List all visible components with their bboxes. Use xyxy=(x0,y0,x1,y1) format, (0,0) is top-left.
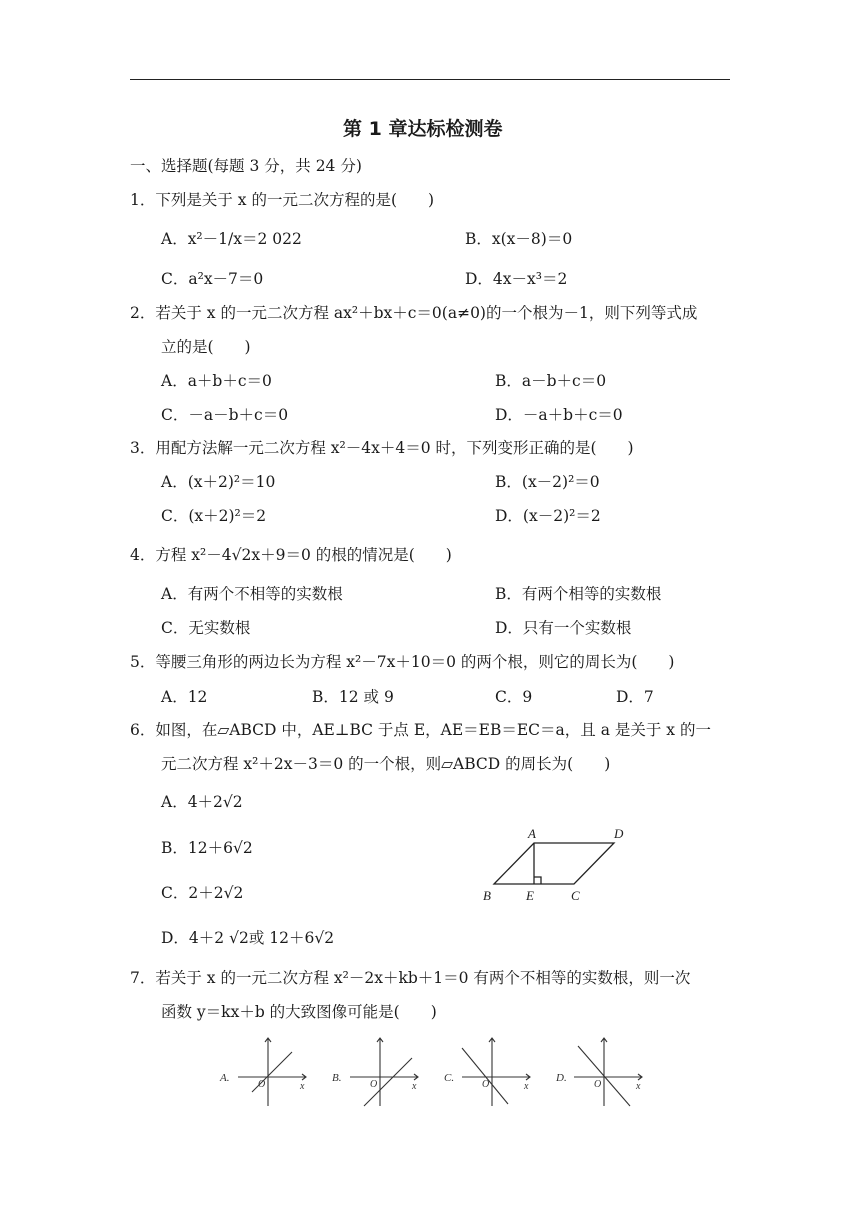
q3-option-a: A．(x＋2)²＝10 xyxy=(161,473,276,491)
graph-b-x-label: x xyxy=(412,1081,417,1092)
graph-c-x-label: x xyxy=(524,1081,529,1092)
q4-option-a: A．有两个不相等的实数根 xyxy=(161,585,343,603)
header-rule xyxy=(130,79,730,80)
q6-option-c: C．2＋2√2 xyxy=(161,884,244,902)
section-heading: 一、选择题(每题 3 分，共 24 分) xyxy=(130,157,362,175)
q6-option-a: A．4＋2√2 xyxy=(161,793,243,811)
vertex-label-c: C xyxy=(571,888,580,903)
vertex-label-d: D xyxy=(614,826,624,841)
vertex-label-b: B xyxy=(483,888,491,903)
graph-option-b xyxy=(330,1034,424,1112)
graph-option-d xyxy=(554,1034,648,1112)
q2-stem-line1: 2．若关于 x 的一元二次方程 ax²＋bx＋c＝0(a≠0)的一个根为－1，则下列等式成 xyxy=(130,304,698,322)
graph-c-origin: O xyxy=(482,1079,490,1090)
q2-option-b: B．a－b＋c＝0 xyxy=(495,372,607,390)
q6-option-d: D．4＋2 √2或 12＋6√2 xyxy=(161,929,335,947)
graph-d-x-label: x xyxy=(636,1081,641,1092)
graph-b-origin: O xyxy=(370,1079,378,1090)
q4-option-b: B．有两个相等的实数根 xyxy=(495,585,662,603)
vertex-label-e: E xyxy=(526,888,534,903)
graph-c-line xyxy=(462,1048,508,1104)
graph-a-x-label: x xyxy=(300,1081,305,1092)
q1-option-a: A．x²－1/x＝2 022 xyxy=(161,230,302,248)
parallelogram-figure xyxy=(478,822,638,906)
q4-option-d: D．只有一个实数根 xyxy=(495,619,632,637)
q5-option-d: D．7 xyxy=(616,688,654,706)
graph-a-origin: O xyxy=(258,1079,266,1090)
q3-option-b: B．(x－2)²＝0 xyxy=(495,473,600,491)
q2-option-c: C．－a－b＋c＝0 xyxy=(161,406,289,424)
q1-option-d: D．4x－x³＝2 xyxy=(465,270,568,288)
graph-d-origin: O xyxy=(594,1079,602,1090)
q6-stem-line1: 6．如图，在▱ABCD 中，AE⊥BC 于点 E，AE＝EB＝EC＝a，且 a 是关于 x 的一 xyxy=(130,721,711,739)
graph-option-c xyxy=(442,1034,536,1112)
graph-d-label: D. xyxy=(556,1072,567,1084)
q7-stem-line2: 函数 y＝kx＋b 的大致图像可能是( ) xyxy=(161,1003,437,1021)
q6-stem-line2: 元二次方程 x²＋2x－3＝0 的一个根，则▱ABCD 的周长为( ) xyxy=(161,755,611,773)
q6-option-b: B．12＋6√2 xyxy=(161,839,253,857)
q4-option-c: C．无实数根 xyxy=(161,619,251,637)
q5-option-c: C．9 xyxy=(495,688,533,706)
page-title: 第 1 章达标检测卷 xyxy=(343,118,503,140)
q3-option-d: D．(x－2)²＝2 xyxy=(495,507,601,525)
graph-a-label: A. xyxy=(220,1072,230,1084)
q3-stem: 3．用配方法解一元二次方程 x²－4x＋4＝0 时，下列变形正确的是( ) xyxy=(130,439,634,457)
graph-option-a xyxy=(218,1034,312,1112)
vertex-label-a: A xyxy=(528,826,536,841)
q5-stem: 5．等腰三角形的两边长为方程 x²－7x＋10＝0 的两个根，则它的周长为( ) xyxy=(130,653,675,671)
q2-option-d: D．－a＋b＋c＝0 xyxy=(495,406,623,424)
q5-option-b: B．12 或 9 xyxy=(312,688,394,706)
q4-stem: 4．方程 x²－4√2x＋9＝0 的根的情况是( ) xyxy=(130,546,452,564)
q2-stem-line2: 立的是( ) xyxy=(161,338,251,356)
q7-stem-line1: 7．若关于 x 的一元二次方程 x²－2x＋kb＋1＝0 有两个不相等的实数根，则一次 xyxy=(130,969,691,987)
q5-option-a: A．12 xyxy=(161,688,208,706)
q1-option-b: B．x(x－8)＝0 xyxy=(465,230,573,248)
q1-option-c: C．a²x－7＝0 xyxy=(161,270,264,288)
q2-option-a: A．a＋b＋c＝0 xyxy=(161,372,272,390)
graph-b-label: B. xyxy=(332,1072,342,1084)
q1-stem: 1．下列是关于 x 的一元二次方程的是( ) xyxy=(130,191,435,209)
q3-option-c: C．(x＋2)²＝2 xyxy=(161,507,267,525)
graph-c-label: C. xyxy=(444,1072,455,1084)
